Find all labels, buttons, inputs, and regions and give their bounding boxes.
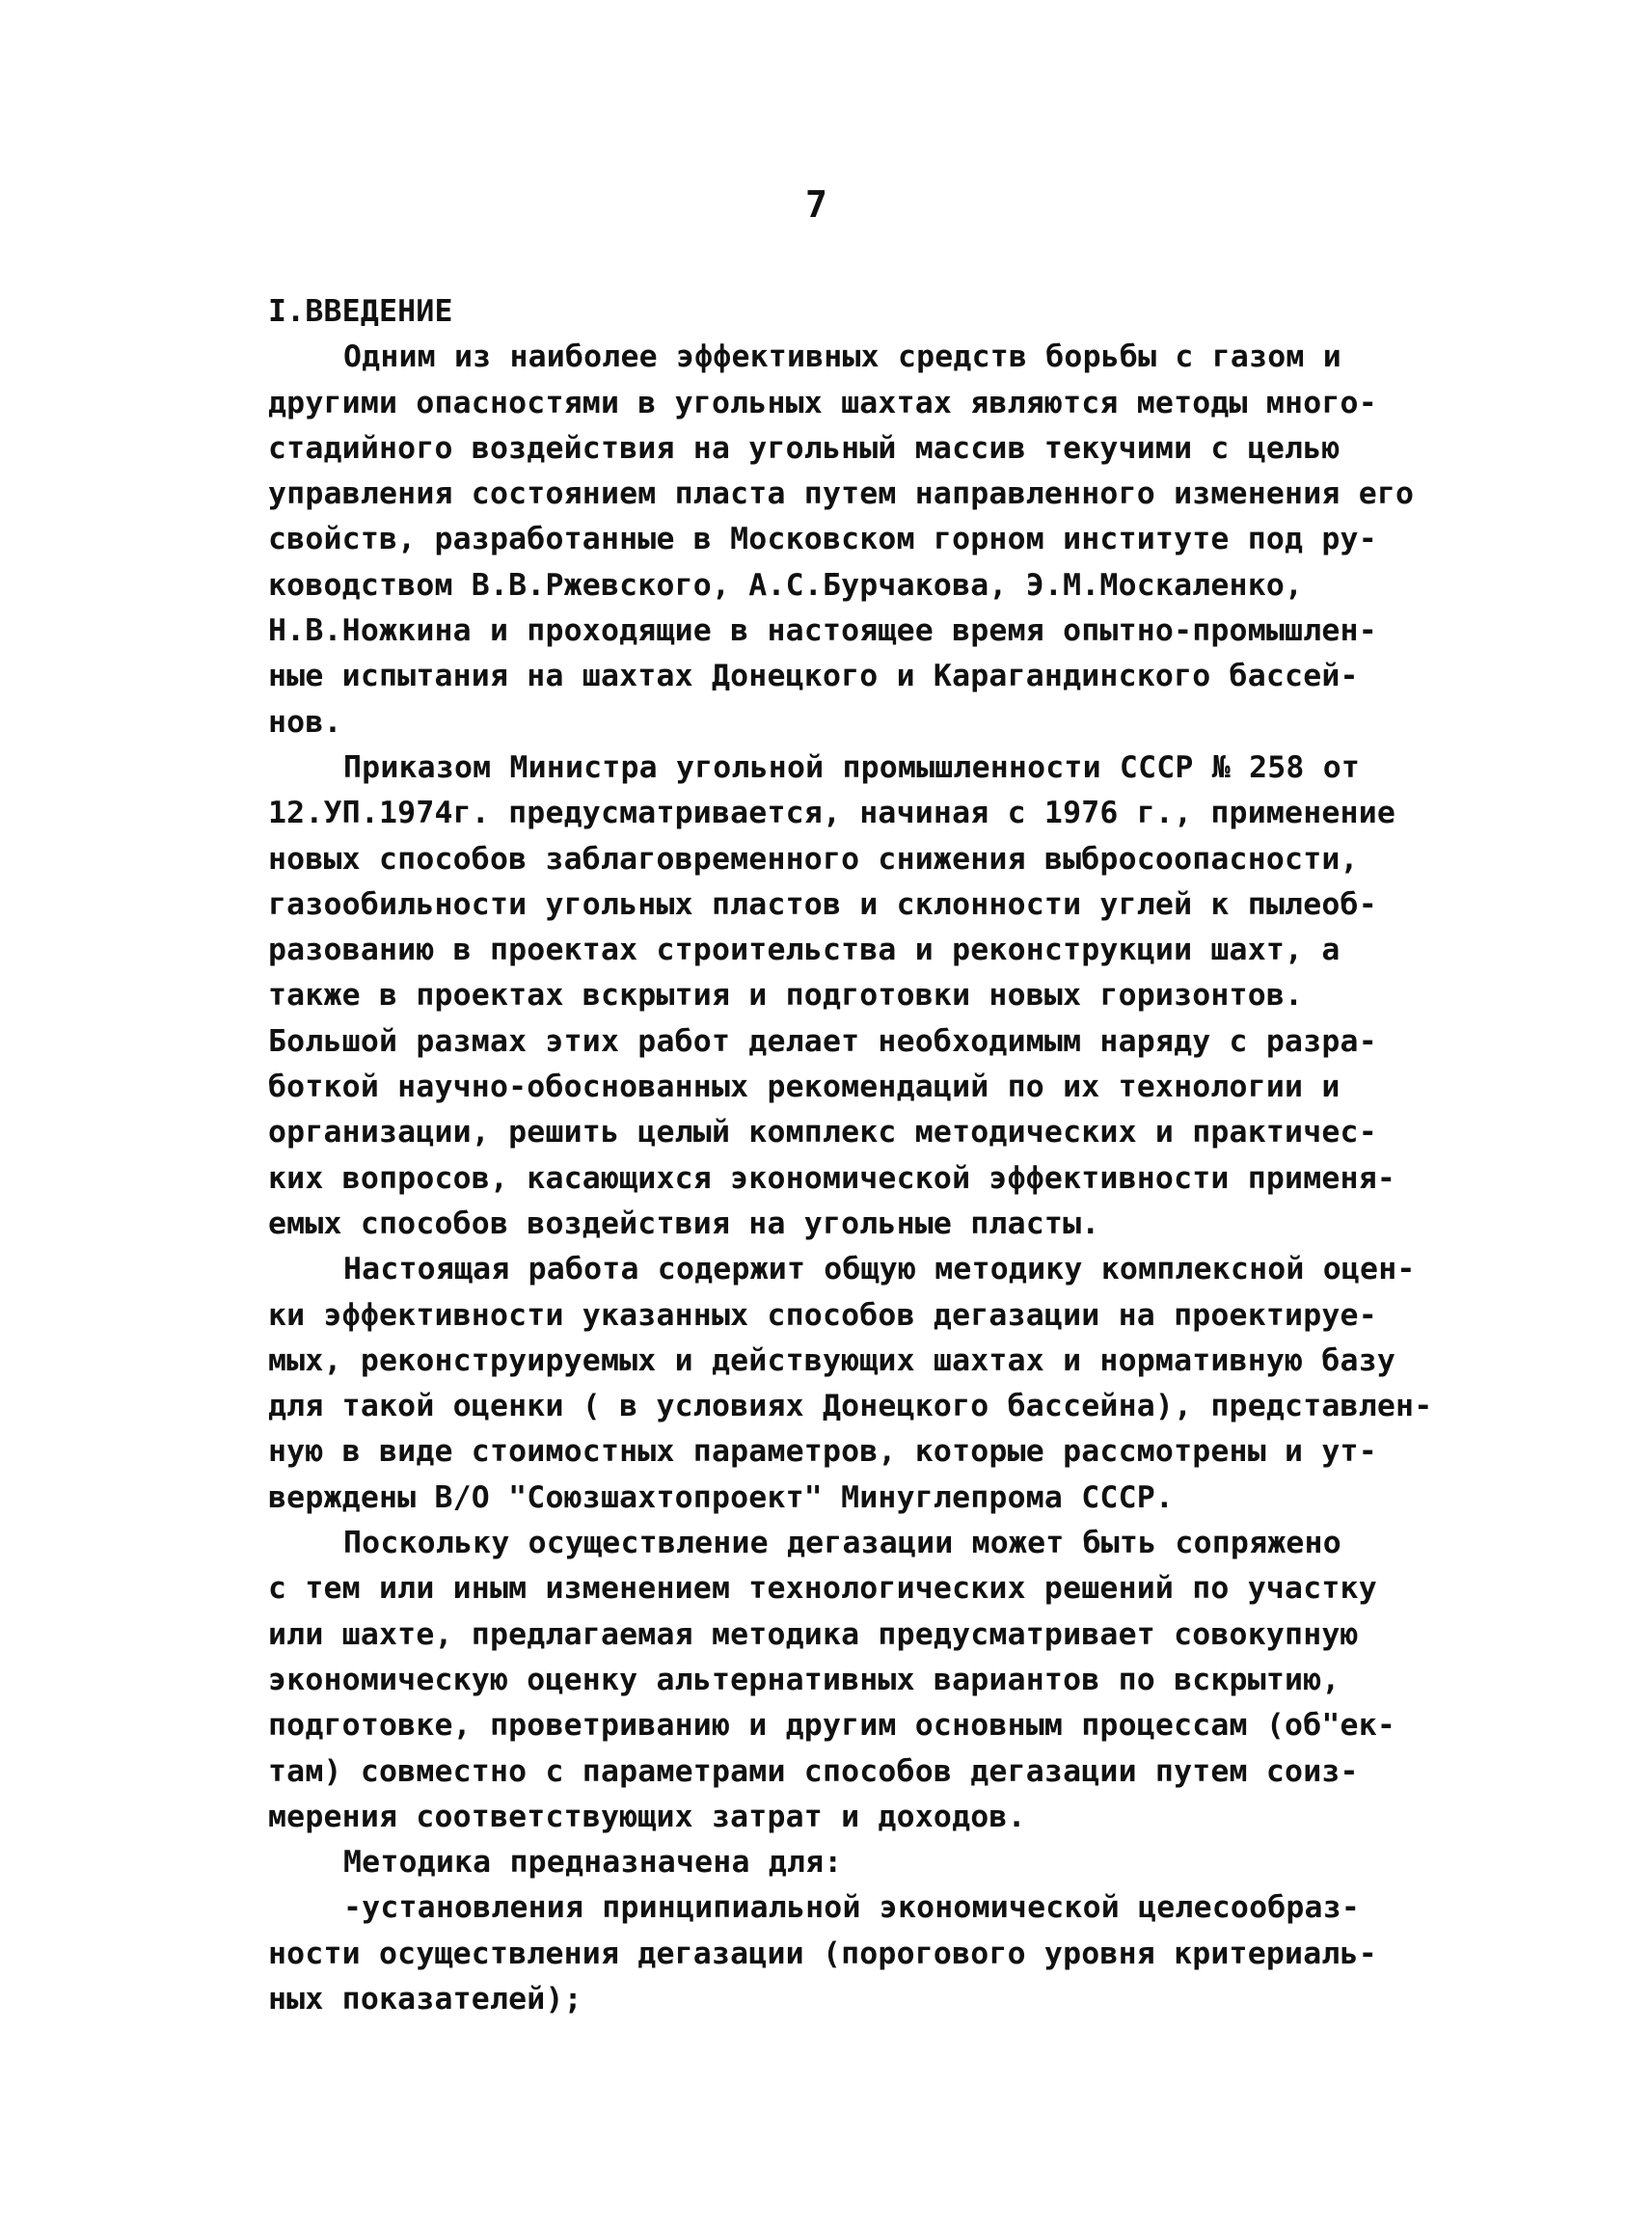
- text-line: другими опасностями в угольных шахтах являются методы много-: [268, 385, 1377, 420]
- text-line: газообильности угольных пластов и склонности углей к пылеоб-: [268, 886, 1377, 922]
- text-line: ные испытания на шахтах Донецкого и Карагандинского бассей-: [268, 659, 1359, 694]
- text-line: 12.УП.1974г. предусматривается, начиная с 1976 г., применение: [268, 796, 1396, 831]
- text-line: экономическую оценку альтернативных вариантов по вскрытию,: [268, 1662, 1341, 1697]
- text-line: ки эффективности указанных способов дегазации на проектируе-: [268, 1297, 1377, 1333]
- text-line: мых, реконструируемых и действующих шахтах и нормативную базу: [268, 1342, 1396, 1378]
- text-line: ную в виде стоимостных параметров, которые рассмотрены и ут-: [268, 1434, 1377, 1470]
- text-line: стадийного воздействия на угольный массив текучими с целью: [268, 430, 1341, 466]
- text-line: мерения соответствующих затрат и доходов.: [268, 1799, 1026, 1834]
- text-line: свойств, разработанные в Московском горном институте под ру-: [268, 522, 1377, 557]
- text-line: верждены В/О "Союзшахтопроект" Минуглепрома СССР.: [268, 1479, 1175, 1515]
- document-body: [268, 289, 1433, 2022]
- text-line: там) совместно с параметрами способов дегазации путем соиз-: [268, 1753, 1359, 1789]
- text-line: Большой размах этих работ делает необходимым наряду с разра-: [268, 1023, 1377, 1059]
- text-line: ных показателей);: [268, 1981, 582, 2017]
- text-line: емых способов воздействия на угольные пласты.: [268, 1205, 1100, 1241]
- text-line: Н.В.Ножкина и проходящие в настоящее время опытно-промышлен-: [268, 613, 1377, 649]
- text-line: разованию в проектах строительства и реконструкции шахт, а: [268, 933, 1341, 968]
- text-line: подготовке, проветриванию и другим основным процессам (об"ек-: [268, 1708, 1396, 1744]
- text-line: Поскольку осуществление дегазации может быть сопряжено: [343, 1526, 1341, 1561]
- text-line: Приказом Министра угольной промышленности СССР № 258 от: [343, 749, 1361, 785]
- section-heading: I.ВВЕДЕНИЕ: [268, 294, 453, 329]
- text-line: ких вопросов, касающихся экономической эффективности применя-: [268, 1160, 1396, 1196]
- text-line: ководством В.В.Ржевского, А.С.Бурчакова, Э.М.Москаленко,: [268, 567, 1304, 603]
- text-line: Методика предназначена для:: [343, 1845, 843, 1881]
- text-line: или шахте, предлагаемая методика предусматривает совокупную: [268, 1616, 1359, 1652]
- text-lines: [268, 335, 1433, 2022]
- text-line: боткой научно-обоснованных рекомендаций по их технологии и: [268, 1070, 1341, 1105]
- text-line: организации, решить целый комплекс методических и практичес-: [268, 1115, 1377, 1151]
- text-line: с тем или иным изменением технологических решений по участку: [268, 1571, 1377, 1607]
- text-line: Одним из наиболее эффективных средств борьбы с газом и: [343, 339, 1341, 375]
- text-line: также в проектах вскрытия и подготовки новых горизонтов.: [268, 978, 1304, 1014]
- text-line: новых способов заблаговременного снижения выбросоопасности,: [268, 841, 1359, 877]
- page-number: 7: [805, 183, 827, 226]
- text-line: нов.: [268, 704, 342, 740]
- text-line: Настоящая работа содержит общую методику комплексной оцен-: [343, 1252, 1416, 1287]
- text-line: для такой оценки ( в условиях Донецкого бассейна), представлен-: [268, 1389, 1433, 1424]
- text-line: ности осуществления дегазации (порогового уровня критериаль-: [268, 1936, 1377, 1971]
- text-line: управления состоянием пласта путем направленного изменения его: [268, 476, 1415, 512]
- text-line: -установления принципиальной экономической целесообраз-: [343, 1890, 1361, 1926]
